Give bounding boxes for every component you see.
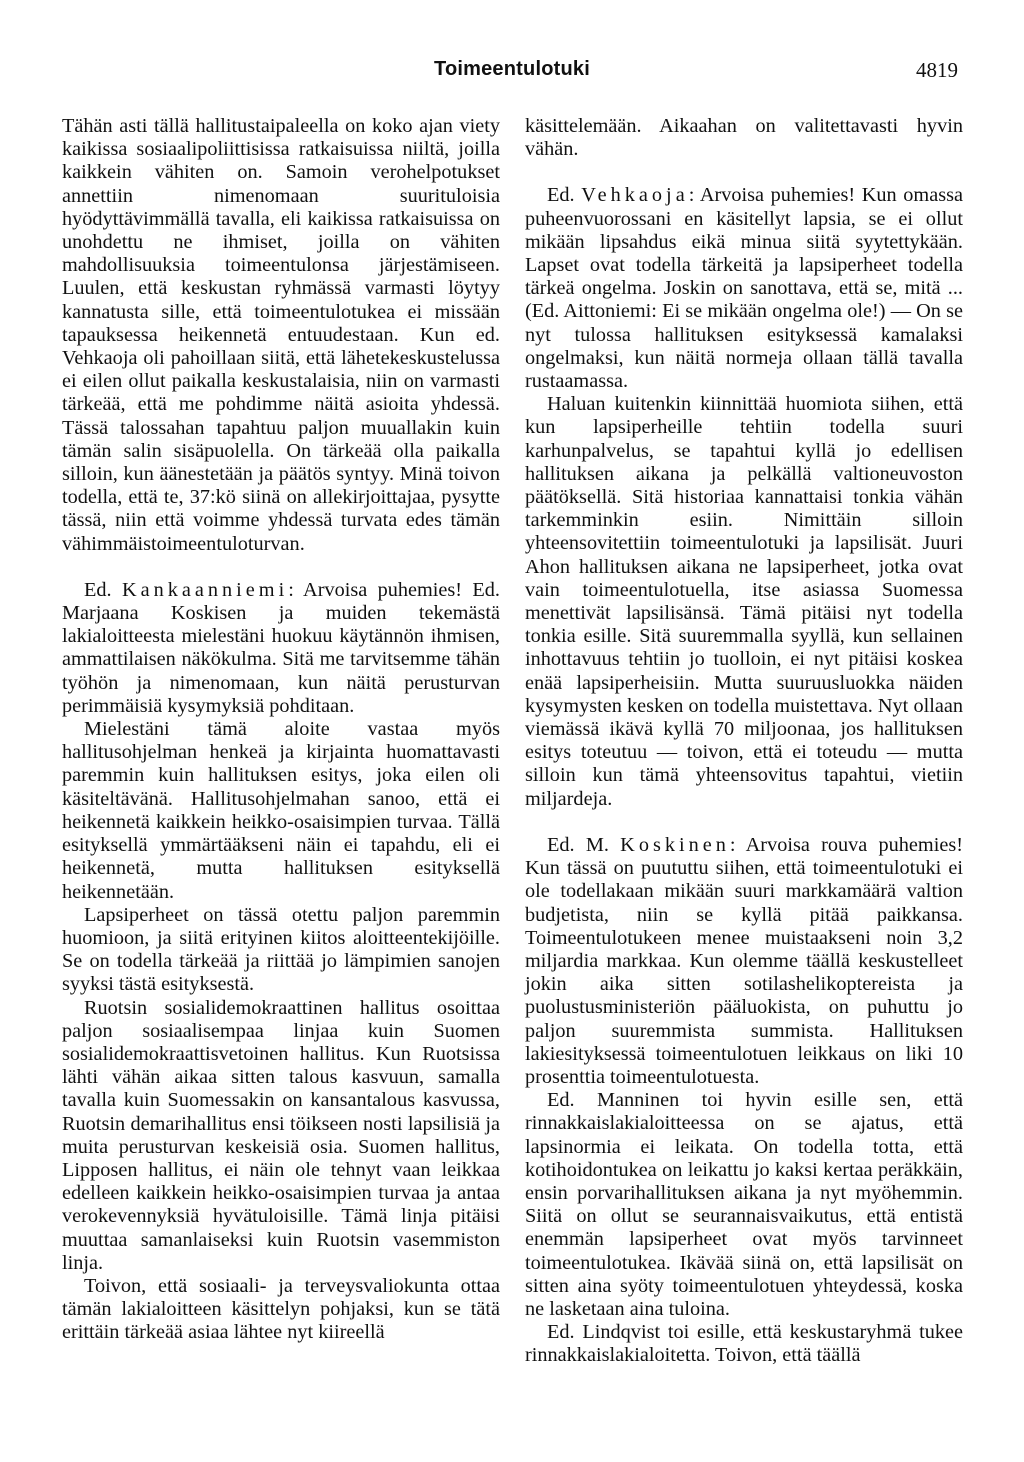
paragraph: käsittelemään. Aikaahan on valitettavasti hyvin vähän. (525, 115, 963, 161)
speaker-name: Koskinen (620, 833, 730, 856)
speaker-prefix: Ed. (547, 184, 575, 207)
paragraph: Ed. Manninen toi hyvin esille sen, että rinnakkaislakialoitteessa on se ajatus, että lapsinormia ei leikata. On todella totta, että kotihoidontukea on leikattu jo kaksi kertaa peräkkäin, ensin porvarihallituksen aikana ja nyt myöhemmin. Siitä on ollut se seurannaisvaikutus, että entistä enemmän lapsiperheet ovat myös tarvinneet toimeentulotukea. Ikävää siinä on, että lapsilisät on sitten aina syöty toimeentulotuen yhteydessä, koska ne lasketaan aina tuloina. (525, 1089, 963, 1320)
speech-paragraph (525, 834, 963, 1089)
speaker-prefix: Ed. M. (547, 833, 609, 856)
right-column (525, 115, 963, 1368)
paragraph: Tähän asti tällä hallitustaipaleella on koko ajan viety kaikissa sosiaalipoliittisissa ratkaisuissa niiltä, joilla kaikkein vähiten on. Samoin verohelpotukset annettiin nimenomaan suurituloisia hyödyttävimmällä tavalla, eli kaikissa ratkaisuissa on unohdettu ne ihmiset, joilla on vähiten mahdollisuuksia toimeentulonsa järjestämiseen. Luulen, että keskustan ryhmässä varmasti löytyy kannatusta sille, että toimeentulotukea ei missään tapauksessa heikennetä entuudestaan. Kun ed. Vehkaoja oli pahoillaan siitä, että lähetekeskustelussa ei eilen ollut paikalla keskustalaisia, niin on varmasti tärkeää, että me pohdimme näitä asioita yhdessä. Tässä talossahan tapahtuu paljon muuallakin kuin tämän salin sisäpuolella. On tärkeää olla paikalla silloin, kun äänestetään ja päätös syntyy. Minä toivon todella, että te, 37:kö siinä on allekirjoittajaa, pysytte tässä, niin että voimme yhdessä turvata edes tämän vähimmäistoimeentuloturvan. (62, 115, 500, 555)
running-title: Toimeentulotuki (434, 58, 590, 80)
paragraph: Haluan kuitenkin kiinnittää huomiota siihen, että kun lapsiperheille tehtiin todella suuri karhunpalvelus, se tapahtui kyllä jo edellisen hallituksen aikana ja pelkällä valtioneuvoston päätöksellä. Sitä historiaa kannattaisi tonkia vähän tarkemminkin esiin. Nimittäin silloin yhteensovitettiin toimeentulotuki ja lapsilisät. Juuri Ahon hallituksen aikana ne lapsiperheet, jotka ovat vain toimeentulotuella, itse asiassa Suomessa menettivät lapsilisänsä. Tämä pitäisi nyt todella tonkia esille. Sitä suuremmalla syyllä, kun sellainen inhottavuus tehtiin jo tuolloin, ei nyt pitäisi koskea enää lapsiperheisiin. Mutta suuruusluokka näiden kysymysten kesken on todella muistettava. Nyt ollaan viemässä ikävä kyllä 70 miljoonaa, jos hallituksen esitys toteutuu — toivon, että ei toteudu — mutta silloin kun tämä yhteensovitus tapahtui, vietiin miljardeja. (525, 393, 963, 810)
paragraph: Toivon, että sosiaali- ja terveysvaliokunta ottaa tämän lakialoitteen käsittelyn pohjaksi, kun se tätä erittäin tärkeää asiaa lähtee nyt kiireellä (62, 1274, 500, 1344)
speech-paragraph (62, 579, 500, 718)
left-column (62, 115, 500, 1345)
paragraph: Ed. Lindqvist toi esille, että keskustaryhmä tukee rinnakkaislakialoitetta. Toivon, että täällä (525, 1321, 963, 1367)
speech-text: : Arvoisa puhemies! Kun omassa puheenvuorossani en käsitellyt lapsia, se ei ollut mikään lipsahdus eikä minua siitä syytettykään. Lapset ovat todella tärkeitä ja lapsiperheet todella tärkeä ongelma. Joskin on sanottava, että se, mitä ... (Ed. Aittoniemi: Ei se mikään ongelma ole!) — On se nyt tulossa hallituksen esityksessä kamalaksi ongelmaksi, kun näitä normeja ollaan tällä tavalla rustaamassa. (525, 184, 964, 393)
speaker-prefix: Ed. (84, 578, 112, 601)
speaker-name: Kankaanniemi (121, 578, 289, 601)
speech-text: : Arvoisa puhemies! Ed. Marjaana Koskisen ja muiden tekemästä lakialoitteesta mielestäni huokuu käytännön ihmisen, ammattilaisen näkökulma. Sitä me tarvitsemme tähän työhön ja nimenomaan, kun näitä perusturvan perimmäisiä kysymyksiä pohditaan. (62, 578, 500, 717)
paragraph: Lapsiperheet on tässä otettu paljon paremmin huomioon, ja siitä erityinen kiitos aloitteentekijöille. Se on todella tärkeää ja riittää jo lämpimien sanojen syyksi tästä esityksestä. (62, 903, 500, 996)
speech-paragraph (525, 184, 963, 393)
paragraph: Ruotsin sosialidemokraattinen hallitus osoittaa paljon sosiaalisempaa linjaa kuin Suomen sosialidemokraattisvetoinen hallitus. Kun Ruotsissa lähti vähän aikaa sitten talous kasvuun, samalla tavalla kuin Suomessakin on kansantalous kasvussa, Ruotsin demarihallitus ensi töikseen nosti lapsilisiä ja muita perusturvan keskeisiä osia. Suomen hallitus, Lipposen hallitus, ei näin ole tehnyt vaan leikkaa edelleen kaikkein heikko-osaisimpien turvaa ja antaa verokevennyksiä hyvätuloisille. Tämä linja pitäisi muuttaa samanlaiseksi kuin Ruotsin vasemmiston linja. (62, 996, 500, 1274)
speaker-name: Vehkaoja (581, 184, 689, 207)
page-number: 4819 (916, 58, 958, 82)
paragraph: Mielestäni tämä aloite vastaa myös hallitusohjelman henkeä ja kirjainta huomattavasti paremmin kuin hallituksen esitys, joka eilen oli käsiteltävänä. Hallitusohjelmahan sanoo, että ei heikennetä kaikkein heikko-osaisimpien turvaa. Tällä esityksellä ymmärtääkseni näin ei tapahdu, eli ei heikennetä, mutta hallituksen esityksellä heikennetään. (62, 718, 500, 903)
page-header (0, 58, 1024, 88)
speech-text: : Arvoisa rouva puhemies! Kun tässä on puututtu siihen, että toimeentulotuki ei ole todellakaan mikään suuri markkamäärä valtion budjetista, niin se kyllä pitää paikkansa. Toimeentulotukeen menee muistaakseni noin 3,2 miljardia markkaa. Kun olemme täällä keskustelleet jokin aika sitten sotilashelikoptereista ja puolustusministeriön pääluokista, on puhuttu jo paljon suuremmista summista. Hallituksen lakiesityksessä toimeentulotuen leikkaus on liki 10 prosenttia toimeentulotuesta. (525, 833, 963, 1088)
